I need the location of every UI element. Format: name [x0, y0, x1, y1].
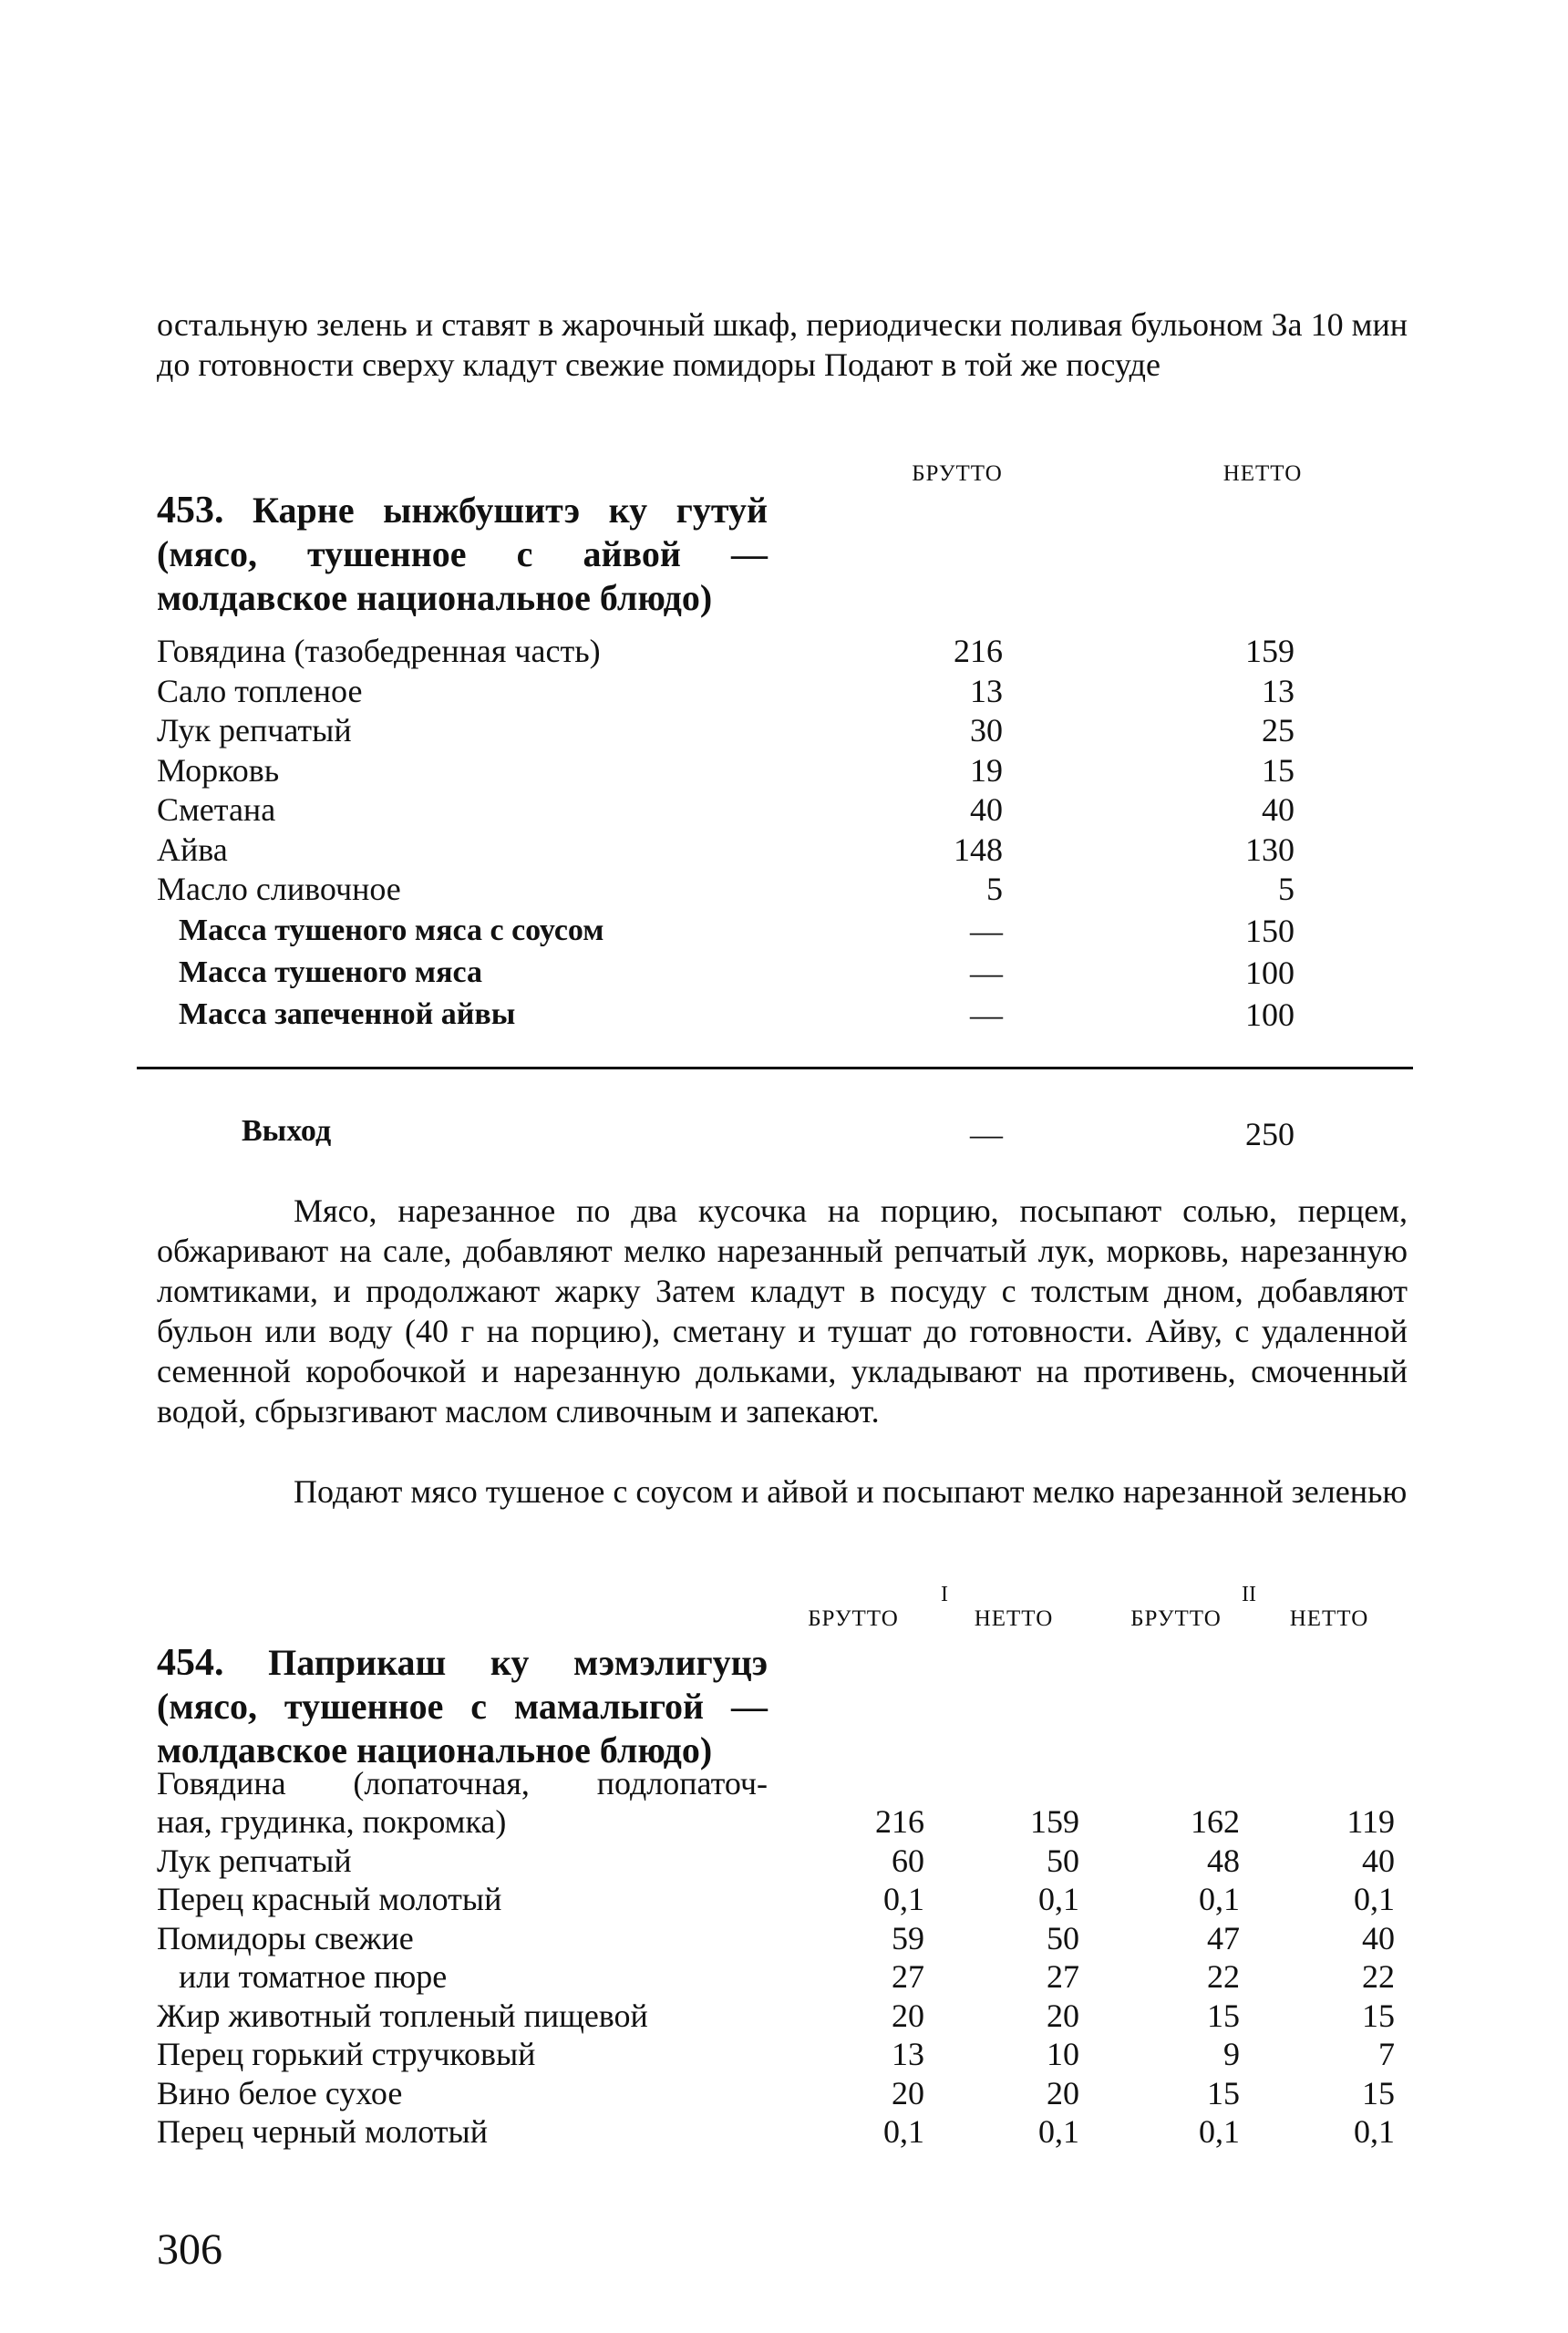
ingredient-netto-1: 50: [1047, 1919, 1079, 1956]
ingredient-netto-2: 40: [1362, 1919, 1395, 1956]
recipe-453-name: Карне ынжбушитэ ку гутуй (мясо, тушенное с айвой — молдавское национальное блюдо): [157, 490, 768, 618]
recipe-454-name: Паприкаш ку мэмэлигуцэ (мясо, тушенное с мамалыгой — молдавское национальное блюдо): [157, 1642, 768, 1770]
column-group-2: II: [1242, 1583, 1256, 1606]
mass-netto: 100: [1245, 954, 1295, 991]
ingredient-row: [0, 869, 1568, 909]
ingredient-netto-1: 0,1: [1038, 1881, 1079, 1917]
ingredient-row: [0, 710, 1568, 750]
intro-paragraph: остальную зелень и ставят в жарочный шкаф, периодически поливая бульоном За 10 мин до готовности сверху кладут свежие помидоры Подают в той же посуде: [157, 306, 1408, 383]
ingredient-netto-2: 0,1: [1354, 2113, 1395, 2150]
column-header-brutto-2: БРУТТО: [1130, 1606, 1222, 1631]
ingredient-brutto-1: 60: [892, 1842, 924, 1879]
ingredient-brutto-2: 47: [1207, 1919, 1240, 1956]
ingredient-brutto-1: 20: [892, 2074, 924, 2111]
ingredient-row: [0, 1801, 1568, 1842]
mass-brutto: —: [970, 996, 1003, 1033]
column-header-netto-1: НЕТТО: [974, 1606, 1054, 1631]
ingredient-netto: 159: [1245, 633, 1295, 669]
ingredient-netto-1: 20: [1047, 1997, 1079, 2034]
ingredient-name: Сметана: [157, 791, 276, 828]
ingredient-brutto-1: 0,1: [883, 1881, 924, 1917]
ingredient-netto-2: 22: [1362, 1958, 1395, 1995]
page-number: 306: [157, 2225, 222, 2274]
ingredient-name: Жир животный топленый пищевой: [157, 1997, 648, 2034]
column-header-brutto: БРУТТО: [912, 461, 1003, 486]
ingredient-row: [0, 2111, 1568, 2152]
ingredient-brutto-2: 15: [1207, 2074, 1240, 2111]
ingredient-netto-1: 0,1: [1038, 2113, 1079, 2150]
mass-name: Масса тушеного мяса: [179, 955, 482, 989]
ingredient-name: Вино белое сухое: [157, 2074, 403, 2111]
ingredient-brutto: 5: [986, 871, 1003, 907]
output-brutto: —: [970, 1116, 1003, 1152]
ingredient-row: [0, 671, 1568, 711]
mass-row: [0, 911, 1568, 951]
ingredient-brutto: 19: [970, 751, 1003, 789]
ingredient-name: Перец черный молотый: [157, 2113, 489, 2150]
ingredient-brutto-1: 13: [892, 2036, 924, 2072]
mass-row: [0, 953, 1568, 993]
mass-row: [0, 995, 1568, 1035]
ingredient-name: Помидоры свежие: [157, 1919, 414, 1956]
ingredient-brutto-2: 0,1: [1199, 2113, 1240, 2150]
ingredient-netto: 130: [1245, 831, 1295, 868]
ingredient-name: или томатное пюре: [179, 1958, 448, 1995]
ingredient-brutto-2: 22: [1207, 1958, 1240, 1995]
ingredient-name: Лук репчатый: [157, 1842, 352, 1879]
mass-brutto: —: [970, 954, 1003, 991]
ingredient-name: Сало топленое: [157, 672, 363, 709]
ingredient-brutto-1: 27: [892, 1958, 924, 1995]
ingredient-netto-1: 50: [1047, 1842, 1079, 1879]
ingredient-row: [0, 830, 1568, 870]
ingredient-netto: 40: [1262, 791, 1295, 828]
ingredient-row: [0, 2034, 1568, 2074]
ingredient-name: Масло сливочное: [157, 871, 401, 907]
ingredient-netto-2: 15: [1362, 1997, 1395, 2034]
ingredient-name: ная, грудинка, покромка): [157, 1803, 507, 1840]
output-netto: 250: [1245, 1116, 1295, 1152]
column-header-netto-2: НЕТТО: [1289, 1606, 1369, 1631]
column-header-brutto-1: БРУТТО: [808, 1606, 899, 1631]
ingredient-netto-2: 40: [1362, 1842, 1395, 1879]
ingredient-netto-1: 159: [1030, 1803, 1079, 1840]
column-group-1: I: [941, 1583, 948, 1606]
ingredient-row: [0, 1996, 1568, 2036]
ingredient-brutto-2: 162: [1191, 1803, 1240, 1840]
ingredient-netto-2: 7: [1378, 2036, 1395, 2072]
recipe-453-title: [157, 489, 768, 620]
ingredient-row: [0, 2073, 1568, 2113]
ingredient-brutto-2: 48: [1207, 1842, 1240, 1879]
ingredient-name: Перец красный молотый: [157, 1881, 502, 1917]
table-divider: [137, 1067, 1413, 1069]
ingredient-brutto: 30: [970, 712, 1003, 748]
ingredient-brutto: 13: [970, 672, 1003, 709]
ingredient-brutto-2: 9: [1223, 2036, 1240, 2072]
mass-netto: 100: [1245, 996, 1295, 1033]
ingredient-netto-1: 27: [1047, 1958, 1079, 1995]
ingredient-brutto-1: 0,1: [883, 2113, 924, 2150]
ingredient-netto-2: 0,1: [1354, 1881, 1395, 1917]
column-header-netto: НЕТТО: [1222, 461, 1303, 486]
ingredient-brutto-1: 216: [875, 1803, 924, 1840]
ingredient-name: Говядина (тазобедренная часть): [157, 633, 601, 669]
ingredient-netto-2: 119: [1346, 1803, 1395, 1840]
recipe-453-serving: Подают мясо тушеное с соусом и айвой и посыпают мелко нарезанной зеленью: [294, 1473, 1408, 1510]
mass-name: Масса тушеного мяса с соусом: [179, 913, 604, 947]
ingredient-brutto: 40: [970, 791, 1003, 828]
ingredient-brutto-1: 20: [892, 1997, 924, 2034]
recipe-454-number: 454.: [157, 1642, 224, 1684]
ingredient-row: [0, 1879, 1568, 1919]
recipe-453-number: 453.: [157, 490, 224, 532]
ingredient-name: Морковь: [157, 751, 280, 789]
ingredient-netto-1: 20: [1047, 2074, 1079, 2111]
ingredient-row: [0, 1956, 1568, 1997]
ingredient-brutto: 216: [954, 633, 1003, 669]
ingredient-name: Лук репчатый: [157, 712, 352, 748]
output-row: [0, 1114, 1568, 1154]
ingredient-brutto-2: 15: [1207, 1997, 1240, 2034]
mass-netto: 150: [1245, 912, 1295, 949]
ingredient-netto: 15: [1262, 751, 1295, 789]
ingredient-row: [0, 750, 1568, 790]
ingredient-row: [0, 790, 1568, 830]
ingredient-netto: 25: [1262, 712, 1295, 748]
ingredient-name: Перец горький стручковый: [157, 2036, 536, 2072]
ingredient-row-first-line: [0, 1763, 1568, 1803]
ingredient-netto: 13: [1262, 672, 1295, 709]
recipe-453-method: Мясо, нарезанное по два кусочка на порцию, посыпают солью, перцем, обжаривают на сале, добавляют мелко нарезанный репчатый лук, морковь, нарезанную ломтиками, и продолжают жарку Затем кладут в посуду с толстым дном, добавляют бульон или воду (40 г на порцию), сметану и тушат до готовности. Айву, с удаленной семенной коробочкой и нарезанную дольками, укладывают на противень, смоченный водой, сбрызгивают маслом сливочным и запекают.: [157, 1192, 1408, 1430]
ingredient-row: [0, 1918, 1568, 1958]
ingredient-netto-2: 15: [1362, 2074, 1395, 2111]
output-label: Выход: [242, 1114, 332, 1148]
ingredient-row: [0, 631, 1568, 671]
ingredient-name: Говядина (лопаточная, подлопаточ-: [157, 1765, 768, 1801]
mass-brutto: —: [970, 912, 1003, 949]
ingredient-brutto-1: 59: [892, 1919, 924, 1956]
ingredient-row: [0, 1841, 1568, 1881]
ingredient-brutto: 148: [954, 831, 1003, 868]
ingredient-name: Айва: [157, 831, 228, 868]
ingredient-netto-1: 10: [1047, 2036, 1079, 2072]
recipe-454-title: [157, 1641, 768, 1772]
ingredient-brutto-2: 0,1: [1199, 1881, 1240, 1917]
ingredient-netto: 5: [1278, 871, 1295, 907]
mass-name: Масса запеченной айвы: [179, 996, 516, 1031]
